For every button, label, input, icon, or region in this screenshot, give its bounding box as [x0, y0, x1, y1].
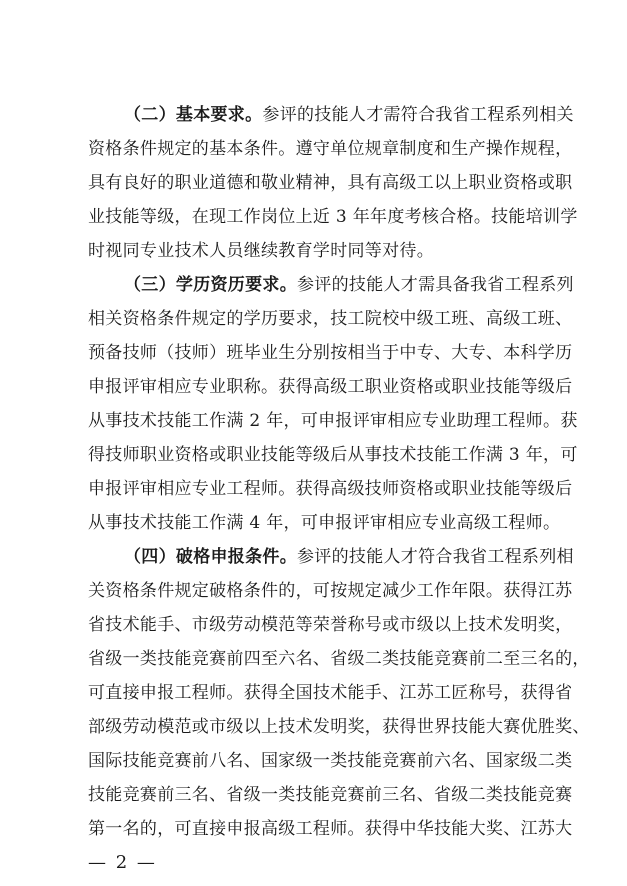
- paragraph-line: 具有良好的职业道德和敬业精神，具有高级工以上职业资格或职: [88, 173, 573, 193]
- paragraph-line: 关资格条件规定破格条件的，可按规定减少工作年限。获得江苏: [88, 581, 573, 601]
- paragraph-line: 业技能等级，在现工作岗位上近 3 年年度考核合格。技能培训学: [88, 207, 578, 227]
- paragraph-line: 得技师职业资格或职业技能等级后从事技术技能工作满 3 年，可: [88, 445, 578, 465]
- paragraph-line: 技能竞赛前三名、省级一类技能竞赛前三名、省级二类技能竞赛: [88, 785, 573, 805]
- paragraph-line: 省级一类技能竞赛前四至六名、省级二类技能竞赛前二至三名的，: [88, 649, 590, 669]
- paragraph-line: 资格条件规定的基本条件。遵守单位规章制度和生产操作规程，: [88, 139, 573, 159]
- paragraph-text: 参评的技能人才需具备我省工程系列: [297, 275, 574, 295]
- paragraph-line: [124, 274, 574, 296]
- paragraph-line: 国际技能竞赛前八名、国家级一类技能竞赛前六名、国家级二类: [88, 751, 573, 771]
- page-number: — 2 —: [88, 852, 157, 873]
- paragraph-line: 预备技师（技师）班毕业生分别按相当于中专、大专、本科学历: [88, 343, 573, 363]
- paragraph-line: 从事技术技能工作满 2 年，可申报评审相应专业助理工程师。获: [88, 411, 578, 431]
- paragraph-line: 部级劳动模范或市级以上技术发明奖，获得世界技能大赛优胜奖、: [88, 717, 590, 737]
- paragraph-line: 从事技术技能工作满 4 年，可申报评审相应专业高级工程师。: [88, 513, 561, 533]
- paragraph-line: [124, 104, 574, 126]
- paragraph-line: 相关资格条件规定的学历要求，技工院校中级工班、高级工班、: [88, 309, 573, 329]
- section-heading: （四）破格申报条件。: [124, 547, 297, 567]
- paragraph-line: 申报评审相应专业工程师。获得高级技师资格或职业技能等级后: [88, 479, 573, 499]
- paragraph-line: 时视同专业技术人员继续教育学时同等对待。: [88, 241, 434, 261]
- paragraph-text: 参评的技能人才符合我省工程系列相: [297, 547, 574, 567]
- paragraph-line: 可直接申报工程师。获得全国技术能手、江苏工匠称号，获得省: [88, 683, 573, 703]
- paragraph-text: 参评的技能人才需符合我省工程系列相关: [262, 105, 574, 125]
- paragraph-line: 申报评审相应专业职称。获得高级工职业资格或职业技能等级后: [88, 377, 573, 397]
- section-heading: （二）基本要求。: [124, 105, 263, 125]
- paragraph-line: [124, 546, 574, 568]
- paragraph-line: 第一名的，可直接申报高级工程师。获得中华技能大奖、江苏大: [88, 819, 573, 839]
- section-heading: （三）学历资历要求。: [124, 275, 297, 295]
- paragraph-line: 省技术能手、市级劳动模范等荣誉称号或市级以上技术发明奖，: [88, 615, 573, 635]
